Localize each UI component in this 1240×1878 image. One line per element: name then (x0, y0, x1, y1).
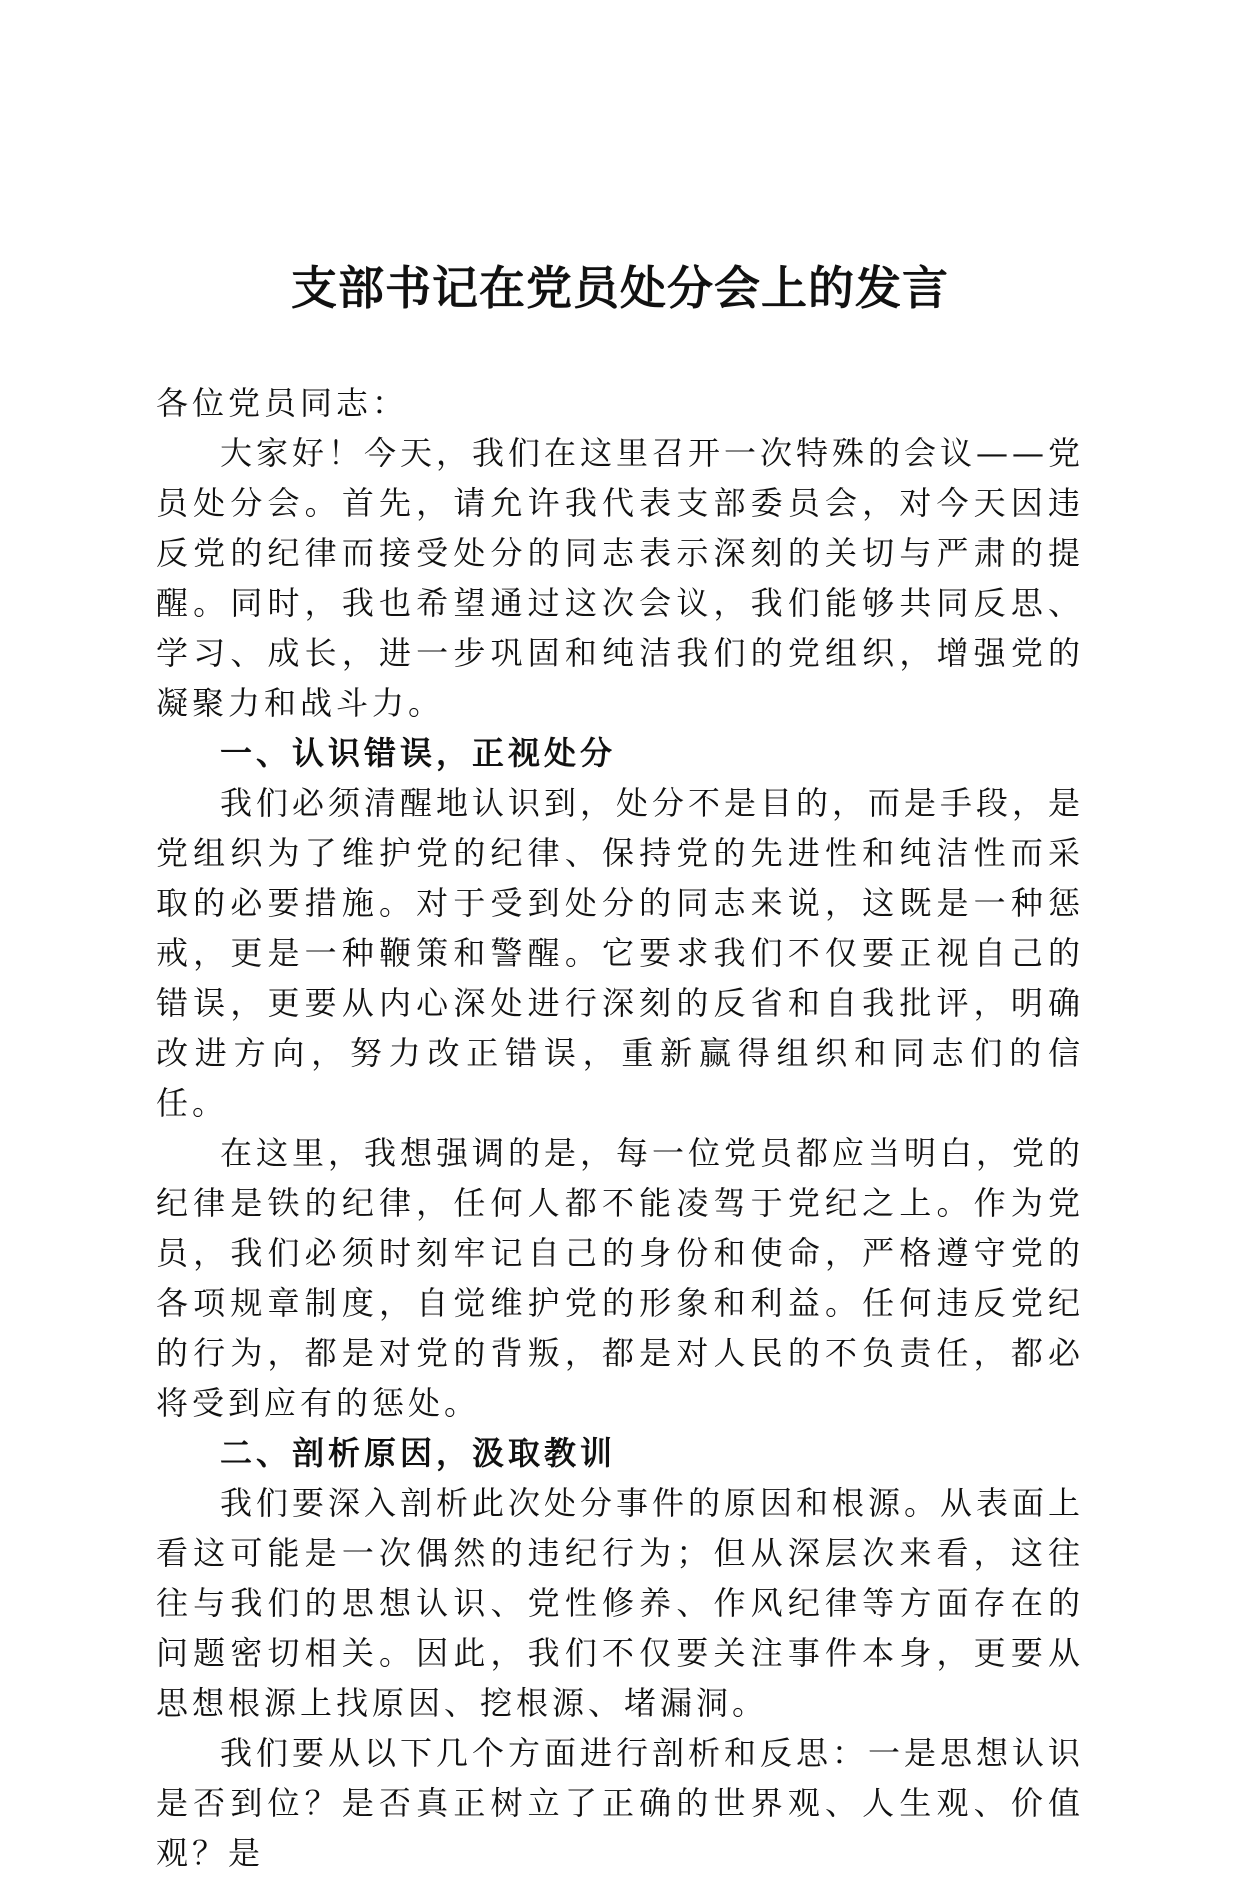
section-heading: 一、认识错误，正视处分 (220, 734, 617, 772)
document-title: 支部书记在党员处分会上的发言 (291, 261, 949, 315)
paragraph: 我们要深入剖析此次处分事件的原因和根源。从表面上看这可能是一次偶然的违纪行为；但从深层次来看，这往往与我们的思想认识、党性修养、作风纪律等方面存在的问题密切相关。因此，我们不仅要关注事件本身，更要从思想根源上找原因、挖根源、堵漏洞。 (156, 1484, 1085, 1722)
paragraph: 大家好！今天，我们在这里召开一次特殊的会议——党员处分会。首先，请允许我代表支部委员会，对今天因违反党的纪律而接受处分的同志表示深刻的关切与严肃的提醒。同时，我也希望通过这次会议，我们能够共同反思、学习、成长，进一步巩固和纯洁我们的党组织，增强党的凝聚力和战斗力。 (156, 434, 1085, 722)
paragraph: 我们要从以下几个方面进行剖析和反思：一是思想认识是否到位？是否真正树立了正确的世界观、人生观、价值观？是 (156, 1734, 1085, 1872)
document-body (156, 378, 1084, 1878)
section-heading: 二、剖析原因，汲取教训 (220, 1434, 617, 1472)
salutation: 各位党员同志： (156, 384, 409, 422)
paragraph: 我们必须清醒地认识到，处分不是目的，而是手段，是党组织为了维护党的纪律、保持党的先进性和纯洁性而采取的必要措施。对于受到处分的同志来说，这既是一种惩戒，更是一种鞭策和警醒。它要求我们不仅要正视自己的错误，更要从内心深处进行深刻的反省和自我批评，明确改进方向，努力改正错误，重新赢得组织和同志们的信任。 (156, 784, 1085, 1122)
paragraph: 在这里，我想强调的是，每一位党员都应当明白，党的纪律是铁的纪律，任何人都不能凌驾于党纪之上。作为党员，我们必须时刻牢记自己的身份和使命，严格遵守党的各项规章制度，自觉维护党的形象和利益。任何违反党纪的行为，都是对党的背叛，都是对人民的不负责任，都必将受到应有的惩处。 (156, 1134, 1085, 1422)
